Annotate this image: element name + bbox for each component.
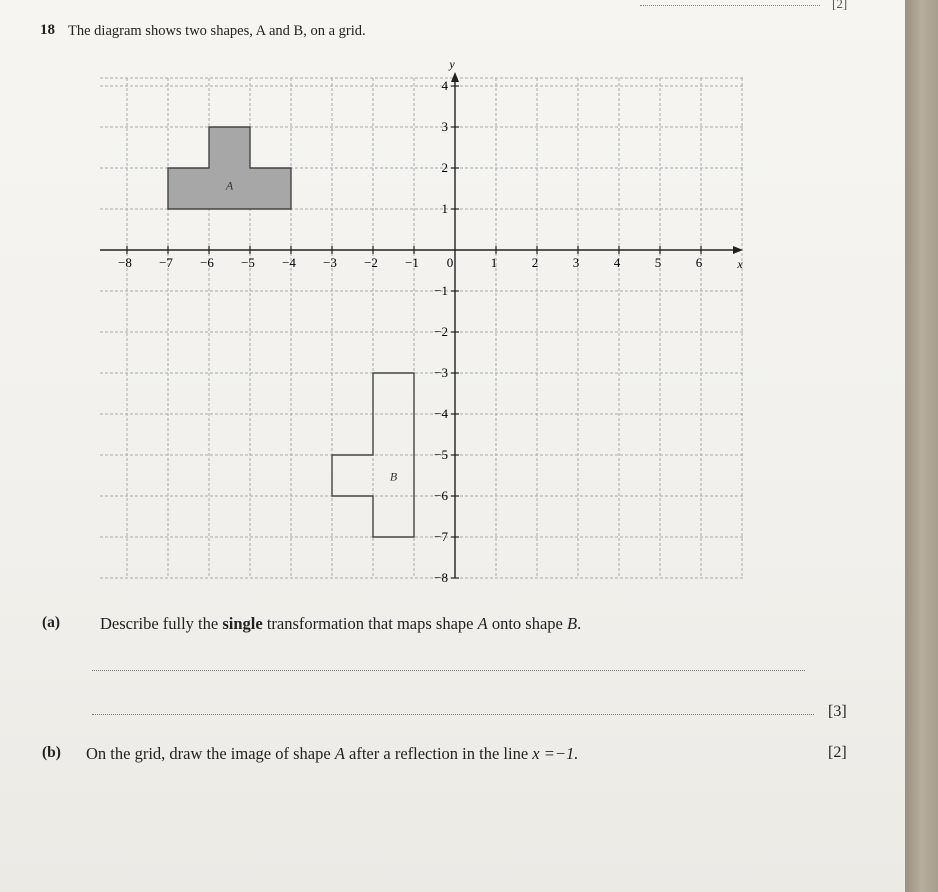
question-number: 18 [40,22,55,38]
part-a-shape-b: B [566,614,578,633]
x-tick-label: 6 [695,255,703,270]
part-b-equation: x =−1. [532,744,579,763]
question-intro: The diagram shows two shapes, A and B, on a grid. [68,23,366,39]
y-tick-label: −2 [434,324,448,339]
answer-line-2[interactable] [92,714,814,715]
x-tick-label: −6 [200,255,214,270]
x-tick-label: 0 [446,255,454,270]
y-tick-label: 4 [441,78,448,93]
y-tick-label: 2 [441,160,448,175]
part-a-question [100,614,581,634]
y-tick-label: −7 [434,529,448,544]
x-tick-label: 5 [654,255,662,270]
x-tick-label: −2 [364,255,378,270]
part-b-shape-a: A [334,744,345,763]
part-a-text-mid: transformation that maps shape [262,614,478,633]
answer-line-1[interactable] [92,670,805,671]
y-axis-arrow [451,72,459,82]
part-b-text-mid: after a reflection in the line [344,744,533,763]
x-tick-label: −7 [159,255,173,270]
part-a-text-mid2: onto shape [487,614,567,633]
y-tick-label: −6 [434,488,448,503]
y-tick-label: 1 [441,201,448,216]
x-tick-label: −5 [241,255,255,270]
x-tick-label: −8 [118,255,132,270]
x-axis-label: x [737,257,743,271]
y-tick-label: −1 [434,283,448,298]
part-b-text: On the grid, draw the image of shape [86,744,335,763]
x-axis-arrow [733,246,743,254]
x-tick-label: 1 [490,255,498,270]
part-a-shape-a: A [477,614,488,633]
x-tick-label: −3 [323,255,337,270]
shape-b-label: B [389,469,398,484]
y-tick-label: −8 [434,570,448,585]
shape-a-label: A [225,178,234,193]
part-a-text-before: Describe fully the [100,614,223,633]
part-a-text-end: . [577,614,582,633]
part-b-marks: [2] [828,744,847,761]
part-b-label: (b) [42,744,61,761]
y-tick-label: −4 [434,406,448,421]
y-tick-label: −3 [434,365,448,380]
part-a-label: (a) [42,614,61,631]
part-a-marks: [3] [828,703,847,720]
part-a-text-bold: single [222,614,263,633]
part-b-question [86,744,578,764]
x-tick-label: 2 [531,255,539,270]
shape-a [168,127,291,209]
x-tick-label: −1 [405,255,419,270]
y-tick-label: −5 [434,447,448,462]
y-tick-label: 3 [441,119,448,134]
x-tick-label: −4 [282,255,296,270]
x-tick-label: 3 [572,255,580,270]
previous-question-marks: [2] [832,0,848,11]
x-tick-label: 4 [613,255,621,270]
page-edge [905,0,938,892]
y-axis-label: y [449,57,455,71]
